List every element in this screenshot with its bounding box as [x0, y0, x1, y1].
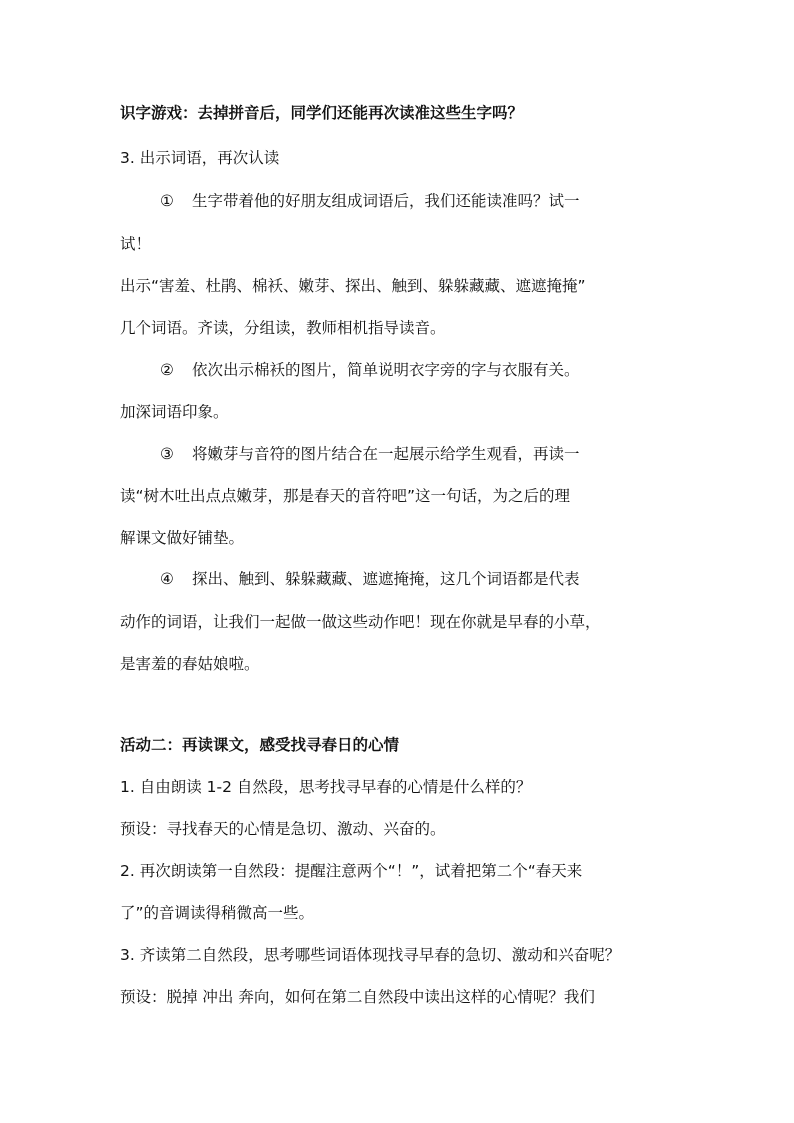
item-marker-2: ②: [160, 361, 174, 379]
show-words-line-1: 出示“害羞、杜鹃、棉袄、嫩芽、探出、触到、躲躲藏藏、遮遮掩掩”: [120, 277, 586, 295]
item-3-text: 将嫩芽与音符的图片结合在一起展示给学生观看，再读一: [192, 445, 580, 463]
step-3-show-words: 3. 出示词语，再次认读: [120, 149, 280, 167]
item-3-line-1: [160, 444, 580, 464]
heading-literacy-game: 识字游戏：去掉拼音后，同学们还能再次读准这些生字吗？: [120, 104, 524, 122]
item-3-line-3: 解课文做好铺垫。: [120, 529, 245, 547]
activity-2-para-2-line-1: 2. 再次朗读第一自然段：提醒注意两个“！”，试着把第二个“春天来: [120, 862, 583, 880]
item-marker-3: ③: [160, 445, 174, 463]
item-marker-4: ④: [160, 570, 174, 588]
activity-2-preset-3: 预设：脱掉 冲出 奔向，如何在第二自然段中读出这样的心情呢？我们: [120, 988, 595, 1006]
item-4-line-3: 是害羞的春姑娘啦。: [120, 655, 260, 673]
item-4-text: 探出、触到、躲躲藏藏、遮遮掩掩，这几个词语都是代表: [192, 570, 580, 588]
activity-2-para-3: 3. 齐读第二自然段，思考哪些词语体现找寻早春的急切、激动和兴奋呢？: [120, 946, 621, 964]
show-words-line-2: 几个词语。齐读，分组读，教师相机指导读音。: [120, 319, 446, 337]
activity-2-para-2-line-2: 了”的音调读得稍微高一些。: [120, 904, 315, 922]
item-1-line-2: 试！: [120, 235, 152, 253]
item-4-line-1: [160, 569, 580, 589]
item-1-text: 生字带着他的好朋友组成词语后，我们还能读准吗？试一: [192, 192, 580, 210]
item-marker-1: ①: [160, 192, 174, 210]
activity-2-preset-1: 预设：寻找春天的心情是急切、激动、兴奋的。: [120, 820, 446, 838]
item-2-line-1: [160, 360, 580, 380]
activity-2-para-1: 1. 自由朗读 1-2 自然段，思考找寻早春的心情是什么样的？: [120, 778, 532, 796]
item-4-line-2: 动作的词语，让我们一起做一做这些动作吧！现在你就是早春的小草，: [120, 613, 601, 631]
item-3-line-2: 读“树木吐出点点嫩芽，那是春天的音符吧”这一句话，为之后的理: [120, 487, 571, 505]
item-2-line-2: 加深词语印象。: [120, 403, 229, 421]
item-1-line-1: [160, 191, 580, 211]
heading-activity-2: 活动二：再读课文，感受找寻春日的心情: [120, 736, 400, 754]
item-2-text: 依次出示棉袄的图片，简单说明衣字旁的字与衣服有关。: [192, 361, 580, 379]
